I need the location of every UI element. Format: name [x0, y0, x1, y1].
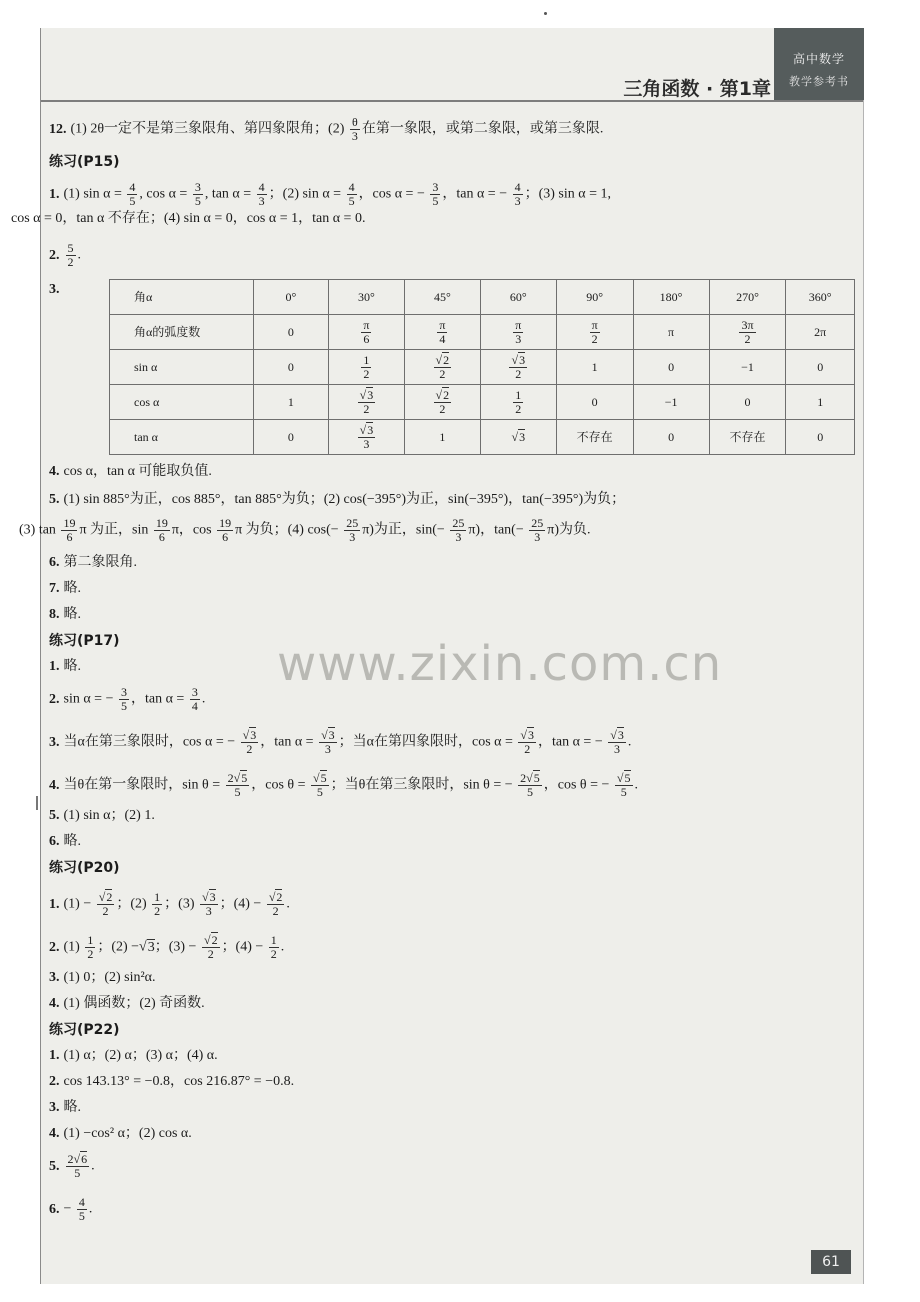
- answer-p22-5: 5. $\frac{2√6}{5}$ .: [49, 1152, 95, 1180]
- chapter-title: 三角函数 · 第1章: [623, 78, 771, 100]
- answer-p15-1-cont: cos α = 0，tan α 不存在；(4) sin α = 0，cos α = 1，tan α = 0.: [11, 211, 366, 226]
- answer-p20-1: 1. (1) − $\frac{√2}{2}$ ；(2) $\frac{1}{2}$ ；(3) $\frac{√3}{3}$ ；(4) − $\frac{√2}{2}$ .: [49, 890, 290, 918]
- section-p17: 练习(P17): [49, 633, 120, 649]
- answer-p20-2: 2. (1) $\frac{1}{2}$ ；(2) −√3；(3) − $\frac{√2}{2}$ ；(4) − $\frac{1}{2}$ .: [49, 933, 285, 961]
- section-p15: 练习(P15): [49, 154, 120, 170]
- answer-p20-3: 3. (1) 0；(2) sin²α.: [49, 970, 156, 985]
- watermark: www.zixin.com.cn: [277, 636, 723, 692]
- answer-p17-5: 5. (1) sin α；(2) 1.: [49, 808, 155, 823]
- answer-p17-6: 6. 略.: [49, 834, 81, 849]
- section-p20: 练习(P20): [49, 860, 120, 876]
- section-p22: 练习(P22): [49, 1022, 120, 1038]
- cell-tan270: 不存在: [709, 420, 786, 455]
- textbook-page: [11, 28, 864, 1284]
- answer-p22-2: 2. cos 143.13° = −0.8，cos 216.87° = −0.8.: [49, 1074, 295, 1089]
- answer-p20-4: 4. (1) 偶函数；(2) 奇函数.: [49, 996, 205, 1011]
- answer-p22-3: 3. 略.: [49, 1100, 81, 1115]
- answer-p15-5: 5. (1) sin 885°为正，cos 885°，tan 885°为负；(2) cos(−395°)为正，sin(−395°)，tan(−395°)为负；: [49, 492, 626, 507]
- answer-p17-2: 2. sin α = − $\frac{3}{5}$ ，tan α = $\frac{3}{4}$ .: [49, 685, 206, 713]
- answer-p15-5-cont: (3) tan $\frac{19}{6}$ π 为正，sin $\frac{19}{6}$ π，cos $\frac{19}{6}$ π 为负；(4) cos(− $\frac{25}{3}$ π)为正，sin(− $\frac{25}{3}$ π)，tan(− $\frac{25}{3}$ π)为负.: [19, 516, 591, 544]
- answer-p17-3: 3. 当α在第三象限时，cos α = − $\frac{√3}{2}$ ，tan α = $\frac{√3}{3}$ ；当α在第四象限时，cos α = $\frac{√3}{2}$ ，tan α = − $\frac{√3}{3}$ .: [49, 728, 632, 756]
- answer-p15-1: 1. (1) sin α = $\frac{4}{5}$ , cos α = $\frac{3}{5}$ , tan α = $\frac{4}{3}$ ；(2) sin α = $\frac{4}{5}$ ，cos α = − $\frac{3}{5}$ ，tan α = − $\frac{4}{3}$ ；(3) sin α = 1,: [49, 180, 611, 208]
- answer-p15-3: 3. 角α 0° 30° 45° 60° 90° 180° 270° 360° 角α的弧度数 0 $\frac{\pi}{6}$ $\frac{\pi}{4}$ $\frac{\pi}{3}$ $\frac{\pi}{2}$ π $\frac{3\pi}{2}$ 2π sin α 0 $\frac{1}{2}$ $\frac{√2}{2}$ $\frac{√3}{2}$ 1 0 −1 0 cos α 1 $\frac{√3}{2}$ $\frac{√2}{2}$ $\frac{1}{2}$ 0 −1 0 1 tan α 0 $\frac{√3}{3}$ 1 √3 不存在 0 不存在 0: [49, 279, 855, 455]
- answer-content: [11, 115, 855, 1223]
- answer-12: 12. (1) 2θ一定不是第三象限角、第四象限角；(2) $\frac{\theta}{3}$ 在第一象限，或第二象限，或第三象限.: [49, 115, 604, 143]
- scan-dot: [544, 12, 547, 15]
- answer-p22-1: 1. (1) α；(2) α；(3) α；(4) α.: [49, 1048, 218, 1063]
- answer-p15-6: 6. 第二象限角.: [49, 555, 137, 570]
- answer-p17-4: 4. 当θ在第一象限时，sin θ = $\frac{2√5}{5}$ ，cos θ = $\frac{√5}{5}$ ；当θ在第三象限时，sin θ = − $\frac{2√5}{5}$ ，cos θ = − $\frac{√5}{5}$ .: [49, 771, 639, 799]
- answer-p15-4: 4. cos α，tan α 可能取负值.: [49, 464, 212, 479]
- margin-mark: [36, 796, 38, 810]
- page-header: [41, 28, 863, 102]
- answer-p17-1: 1. 略.: [49, 659, 81, 674]
- badge-title: 高中数学: [792, 52, 845, 66]
- page-number: 61: [811, 1250, 851, 1274]
- answer-p15-7: 7. 略.: [49, 581, 81, 596]
- badge-subtitle: 教学参考书: [789, 75, 849, 88]
- answer-p22-6: 6. − $\frac{4}{5}$ .: [49, 1195, 93, 1223]
- cell-tan90: 不存在: [556, 420, 633, 455]
- book-badge: [774, 28, 864, 100]
- answer-p15-2: 2. $\frac{5}{2}$ .: [49, 241, 81, 269]
- trig-value-table: 角α 0° 30° 45° 60° 90° 180° 270° 360° 角α的弧度数 0 $\frac{\pi}{6}$ $\frac{\pi}{4}$ $\frac{\pi}{3}$ $\frac{\pi}{2}$ π $\frac{3\pi}{2}$ 2π sin α 0 $\frac{1}{2}$ $\frac{√2}{2}$ $\frac{√3}{2}$ 1 0 −1 0 cos α 1 $\frac{√3}{2}$ $\frac{√2}{2}$ $\frac{1}{2}$ 0 −1 0 1 tan α 0 $\frac{√3}{3}$ 1 √3 不存在 0 不存在 0: [109, 279, 855, 455]
- answer-p15-8: 8. 略.: [49, 607, 81, 622]
- answer-p22-4: 4. (1) −cos² α；(2) cos α.: [49, 1126, 192, 1141]
